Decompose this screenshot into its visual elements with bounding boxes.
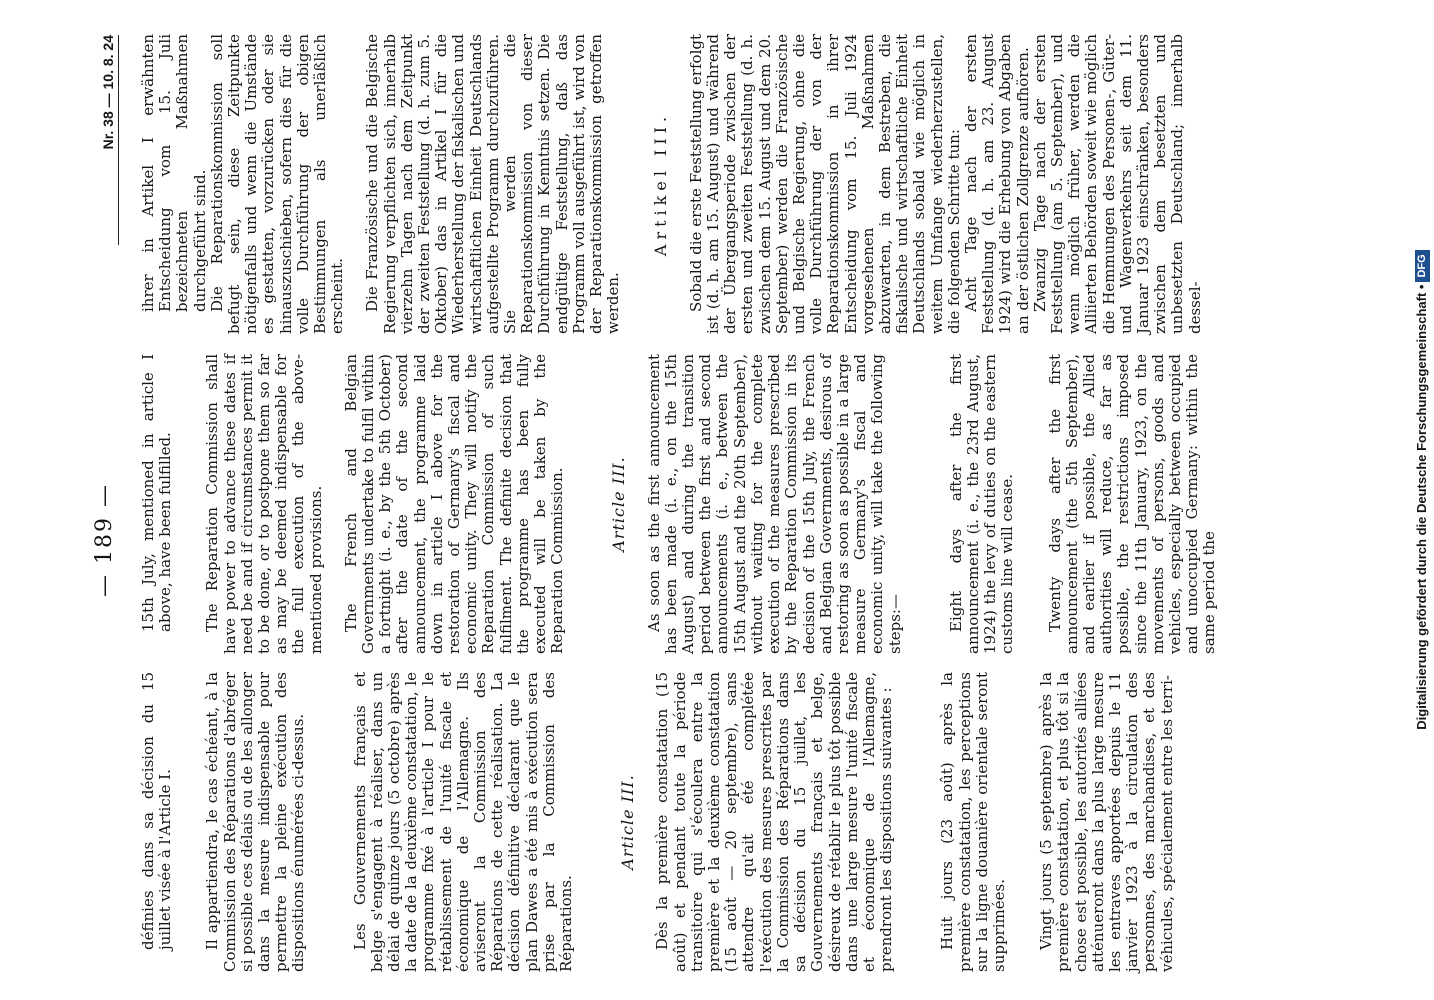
french-paragraph: Les Gouvernements français et belge s'engagent à réaliser, dans un délai de quinze jours (5 octobre) après la date de la deuxième constatation, le programme fixé à l'article I pour le rétablissement de l'unité fiscale et économique de l'Allemagne. Ils aviseront la Commission des Réparations de cette réalisation. La décision définitive déclarant que le plan Dawes a été mis à exécution sera prise par la Commission des Réparations. — [350, 672, 576, 972]
german-column — [140, 34, 1204, 334]
credit-text: Digitalisierung gefördert durch die Deutsche Forschungsgemeinschaft • — [1414, 284, 1429, 730]
german-paragraph: Sobald die erste Feststellung erfolgt ist (d. h. am 15. August) und während der Übergangsperiode zwischen der ersten und zweiten Feststellung (d. h. zwischen dem 15. August und dem 20. September) werden die Französische und Belgische Regierung, ohne die volle Durchführung der von der Reparationskommission in ihrer Entscheidung vom 15. Juli 1924 vorgesehenen Maßnahmen abzuwarten, in dem Bestreben, die fiskalische und wirtschaftliche Einheit Deutschlands sobald wie möglich in weitem Umfange wiederherzustellen, die folgenden Schritte tun: — [686, 34, 963, 334]
english-column — [140, 354, 1219, 654]
english-paragraph: As soon as the first announcement has been made (i. e., on the 15th August) and during the transition period between the first and second announcements (i. e., between the 15th August and the 20th September), without waiting for the complete execution of the measures prescribed by the Reparation Commission in its decision of the 15th July, the French and Belgian Governments, desirous of restoring as soon as possible in a large measure Germany's fiscal and economic unity, will take the following steps:— — [644, 354, 904, 654]
german-article-heading: Artikel III. — [651, 111, 671, 257]
french-article-heading: Article III. — [618, 774, 638, 870]
english-paragraph: 15th July, mentioned in article I above, have been fulfilled. — [139, 354, 175, 632]
english-paragraph: Eight days after the first announcement (i. e., the 23rd August, 1924) the levy of duties on the eastern customs line will cease. — [946, 354, 1017, 654]
french-paragraph: Dès la première constatation (15 août) et pendant toute la période transitoire qui s'écoulera entre la première et la deuxième constatation (15 août — 20 septembre), sans attendre qu'ait été complétée l'exécution des mesures prescrites par la Commission des Réparations dans sa décision du 15 juillet, les Gouvernements français et belge, désireux de rétablir le plus tôt possible dans une large mesure l'unité fiscale et économique de l'Allemagne, prendront les dispositions suivantes : — [653, 672, 896, 972]
english-paragraph: The French and Belgian Governments undertake to fulfil within a fortnight (i. e., by the 5th October) after the date of the second announcement, the programme laid down in article I above for the restoration of Germany's fiscal and economic unity. They will notify the Reparation Commission of such fulfilment. The definite decision that the programme has been fully executed will be taken by the Reparation Commission. — [341, 354, 567, 654]
french-paragraph: Huit jours (23 août) après la première constatation, les perceptions sur la ligne douanière orientale seront supprimées. — [938, 672, 1008, 972]
german-paragraph: Zwanzig Tage nach der ersten Feststellung (am 5. September), und wenn möglich früher, werden die Alliierten Behörden soweit wie möglich die Hemmungen des Personen-, Güter- und Wagenverkehrs seit dem 11. Januar 1923 einschränken, besonders zwischen dem besetzten und unbesetzten Deutschland; innerhalb dessel- — [1030, 34, 1204, 334]
german-paragraph: Die Reparationskommission soll befugt sein, diese Zeitpunkte nötigenfalls und wenn die Umstände es gestatten, vorzurücken oder sie hinauszuschieben, sofern dies für die volle Durchführung der obigen Bestimmungen als unerläßlich erscheint. — [207, 34, 347, 334]
dfg-logo: DFG — [1415, 250, 1430, 281]
german-paragraph: Acht Tage nach der ersten Feststellung (d. h. am 23. August 1924) wird die Erhebung von Abgaben an der östlichen Zollgrenze aufhören. — [961, 34, 1032, 334]
digitization-credit — [1410, 0, 1434, 1000]
rotated-scan-page — [20, 20, 1420, 980]
page-number: — 189 — — [92, 483, 117, 597]
french-paragraph: définies dans sa décision du 15 juillet visée à l'Article I. — [139, 672, 175, 950]
french-paragraph: Il appartiendra, le cas échéant, à la Commission des Réparations d'abréger si possible ces délais ou de les allonger dans la mesure indispensable pour permettre la pleine exécution des dispositions énumérées ci-dessus. — [203, 672, 308, 972]
english-paragraph: Twenty days after the first announcement (the 5th September), and earlier if possible, the Allied authorities will reduce, as far as possible, the restrictions imposed since the 11th January, 1923, on the movements of persons, goods and vehicles, especially between occupied and unoccupied Germany: within the same period the — [1045, 354, 1219, 654]
issue-number: Nr. 38 — 10. 8. 24 — [100, 35, 119, 245]
english-article-heading: Article III. — [609, 456, 629, 552]
french-paragraph: Vingt jours (5 septembre) après la première constatation, et plus tôt si la chose est possible, les autorités alliées atténueront dans la plus large mesure les entraves apportées depuis le 11 janvier 1923 à la circulation des personnes, des marchandises, et des véhicules, spécialement entre les terri- — [1037, 672, 1176, 972]
english-paragraph: The Reparation Commission shall have power to advance these dates if need be and if circumstances permit it to be done, or to postpone them so far as may be deemed indispensable for the full execution of the above-mentioned provisions. — [203, 354, 325, 654]
german-paragraph: ihrer in Artikel I erwähnten Entscheidung vom 15. Juli bezeichneten Maßnahmen durchgeführt sind. — [139, 34, 209, 312]
german-paragraph: Die Französische und die Belgische Regierung verpflichten sich, innerhalb vierzehn Tagen nach dem Zeitpunkt der zweiten Feststellung (d. h. zum 5. Oktober) das in Artikel I für die Wiederherstellung der fiskalischen und wirtschaftlichen Einheit Deutschlands aufgestellte Programm durchzuführen. Sie werden die Reparationskommission von dieser Durchführung in Kenntnis setzen. Die endgültige Feststellung, daß das Programm voll ausgeführt ist, wird von der Reparationskommission getroffen werden. — [363, 34, 623, 334]
french-column — [140, 672, 1176, 972]
